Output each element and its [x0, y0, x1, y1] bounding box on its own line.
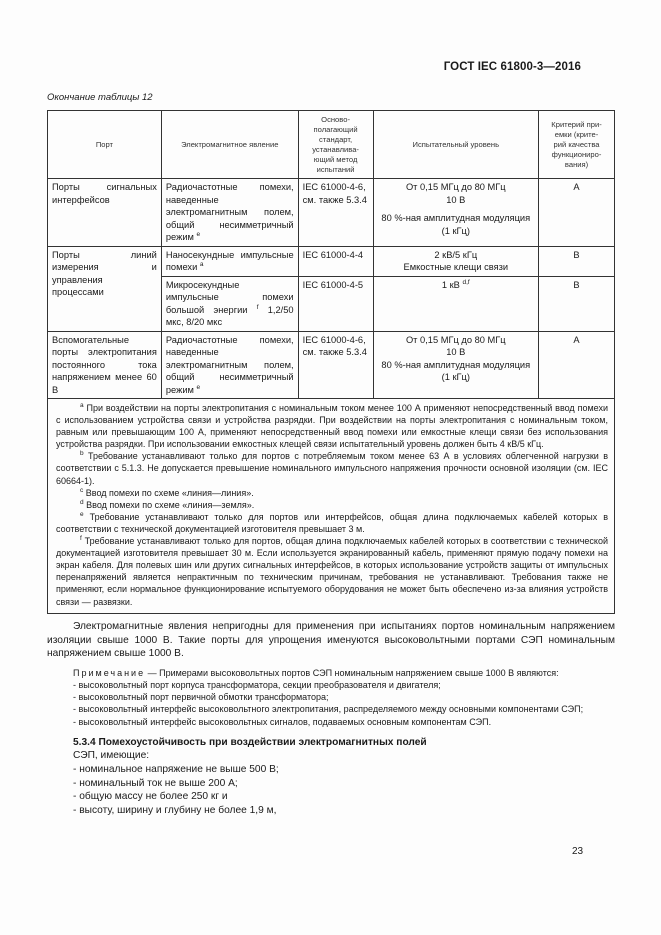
note-item: - высоковольтный интерфейс высоковольтных сигналов, подаваемых основным компонентам СЭП.: [73, 716, 492, 727]
table-footnotes: [48, 399, 615, 614]
cell-level: 2 кВ/5 кГц Емкостные клещи связи: [373, 246, 539, 276]
cell-port: Вспомогательные порты электропитания постоянного тока напряжением менее 60 В: [48, 331, 162, 399]
cell-criterion: B: [539, 276, 615, 331]
cell-criterion: A: [539, 179, 615, 247]
note-item: - высоковольтный интерфейс высоковольтного электропитания, распределяемого между основными компонентами СЭП;: [73, 704, 584, 715]
note-item: - высоковольтный порт первичной обмотки трансформатора;: [73, 692, 329, 703]
standard-header: ГОСТ IEC 61800-3—2016: [443, 61, 581, 73]
header-standard: Осново- полагающий стандарт, устанавлива- ющий метод испытаний: [298, 111, 373, 179]
cell-standard: IEC 61000-4-4: [298, 246, 373, 276]
cell-port: Порты сигнальных интерфейсов: [48, 179, 162, 247]
cell-criterion: A: [539, 331, 615, 399]
section-item: - номинальный ток не выше 200 А;: [73, 777, 238, 789]
note-item: - высоковольтный порт корпуса трансформатора, секции преобразователя и двигателя;: [73, 679, 441, 690]
footnote-f: $^f$ Требование устанавливают только для портов, общая длина подключаемых кабелей которых в соответствии с технической документацией изготовителя превышает 30 м. Если используется экранированный кабель, применяют прямую подачу помехи на экран кабеля. Для полевых шин или других сигнальных интерфейсов, в которых использование устройств защиты от импульсных перенапряжений является непрактичным по техническим причинам, требования не устанавливают. Требования также не применяют, если нормальное функционирование испытуемого оборудования не может быть обеспечено из-за влияния устройств связи — развязки.: [56, 535, 608, 607]
header-phenomenon: Электромагнитное явление: [161, 111, 298, 179]
cell-level: От 0,15 МГц до 80 МГц 10 В 80 %-ная амплитудная модуляция (1 кГц): [373, 179, 539, 247]
footnotes-row: [48, 399, 615, 614]
note: Примечание — Примерами высоковольтных портов СЭП номинальным напряжением свыше 1000 В являются:: [73, 667, 559, 678]
table-header-row: [48, 111, 615, 179]
page-number: 23: [572, 846, 584, 857]
section-lead: СЭП, имеющие:: [73, 750, 150, 762]
section-title: 5.3.4 Помехоустойчивость при воздействии электромагнитных полей: [73, 736, 427, 748]
cell-phenomenon: Микросекундные импульсные помехи большой энергии $^f$ 1,2/50 мкс, 8/20 мкс: [161, 276, 298, 331]
footnote-d: $^d$ Ввод помехи по схеме «линия—земля».: [80, 498, 255, 510]
emc-table: [47, 110, 615, 614]
header-level: Испытательный уровень: [373, 111, 539, 179]
cell-standard: IEC 61000-4-6, см. также 5.3.4: [298, 331, 373, 399]
note-label: Примечание: [73, 667, 146, 678]
cell-phenomenon: Радиочастотные помехи, наведенные электромагнитным полем, общий несимметричный режим $^е$: [161, 179, 298, 247]
footnote-b: $^b$ Требование устанавливают только для портов с потребляемым током менее 63 А в условиях облегченной нагрузки в соответствии с 5.1.3. Не допускается превышение номинального импульсного напряжения прочности основной изоляции (см. IEC 60664-1).: [56, 450, 608, 486]
table-row: [48, 331, 615, 399]
cell-criterion: B: [539, 246, 615, 276]
section-item: - общую массу не более 250 кг и: [73, 791, 228, 803]
table-row: [48, 246, 615, 276]
cell-standard: IEC 61000-4-6, см. также 5.3.4: [298, 179, 373, 247]
cell-standard: IEC 61000-4-5: [298, 276, 373, 331]
table-row: [48, 179, 615, 247]
header-criterion: Критерий при- емки (крите- рий качества функциониро- вания): [539, 111, 615, 179]
table-caption: Окончание таблицы 12: [47, 92, 153, 103]
footnote-c: $^c$ Ввод помехи по схеме «линия—линия».: [80, 486, 254, 498]
cell-port: Порты линий измерения и управления процессами: [48, 246, 162, 331]
paragraph: Электромагнитные явления непригодны для применения при испытаниях портов номинальным напряжением изоляции свыше 1000 В. Такие порты для упрощения именуются высоковольтными портами СЭП номинальным напряжением свыше 1000 В.: [47, 621, 615, 660]
body-text: [47, 620, 615, 817]
header-port: Порт: [48, 111, 162, 179]
section-item: - номинальное напряжение не выше 500 В;: [73, 763, 279, 775]
section-item: - высоту, ширину и глубину не более 1,9 м,: [73, 804, 277, 816]
cell-phenomenon: Радиочастотные помехи, наведенные электромагнитным полем, общий несимметричный режим $^е$: [161, 331, 298, 399]
cell-level: От 0,15 МГц до 80 МГц 10 В 80 %-ная амплитудная модуляция (1 кГц): [373, 331, 539, 399]
footnote-a: $^a$ При воздействии на порты электропитания с номинальным током менее 100 А применяют непосредственный ввод помехи с использованием устройства связи и устройства разрядки. При воздействии на порты электропитания с номинальным током, равным или превышающим 100 А, применяют непосредственный ввод помехи или емкостные клещи связи без использования устройства разрядки. При использовании емкостных клещей связи испытательный уровень должен быть 4 кВ/5 кГц.: [56, 402, 608, 450]
footnote-e: $^е$ Требование устанавливают только для портов или интерфейсов, общая длина подключаемых кабелей которых в соответствии с технической документацией изготовителя превышает 3 м.: [56, 510, 608, 534]
cell-phenomenon: Наносекундные импульсные помехи $^а$: [161, 246, 298, 276]
cell-level: 1 кВ $^{d,f}$: [373, 276, 539, 331]
